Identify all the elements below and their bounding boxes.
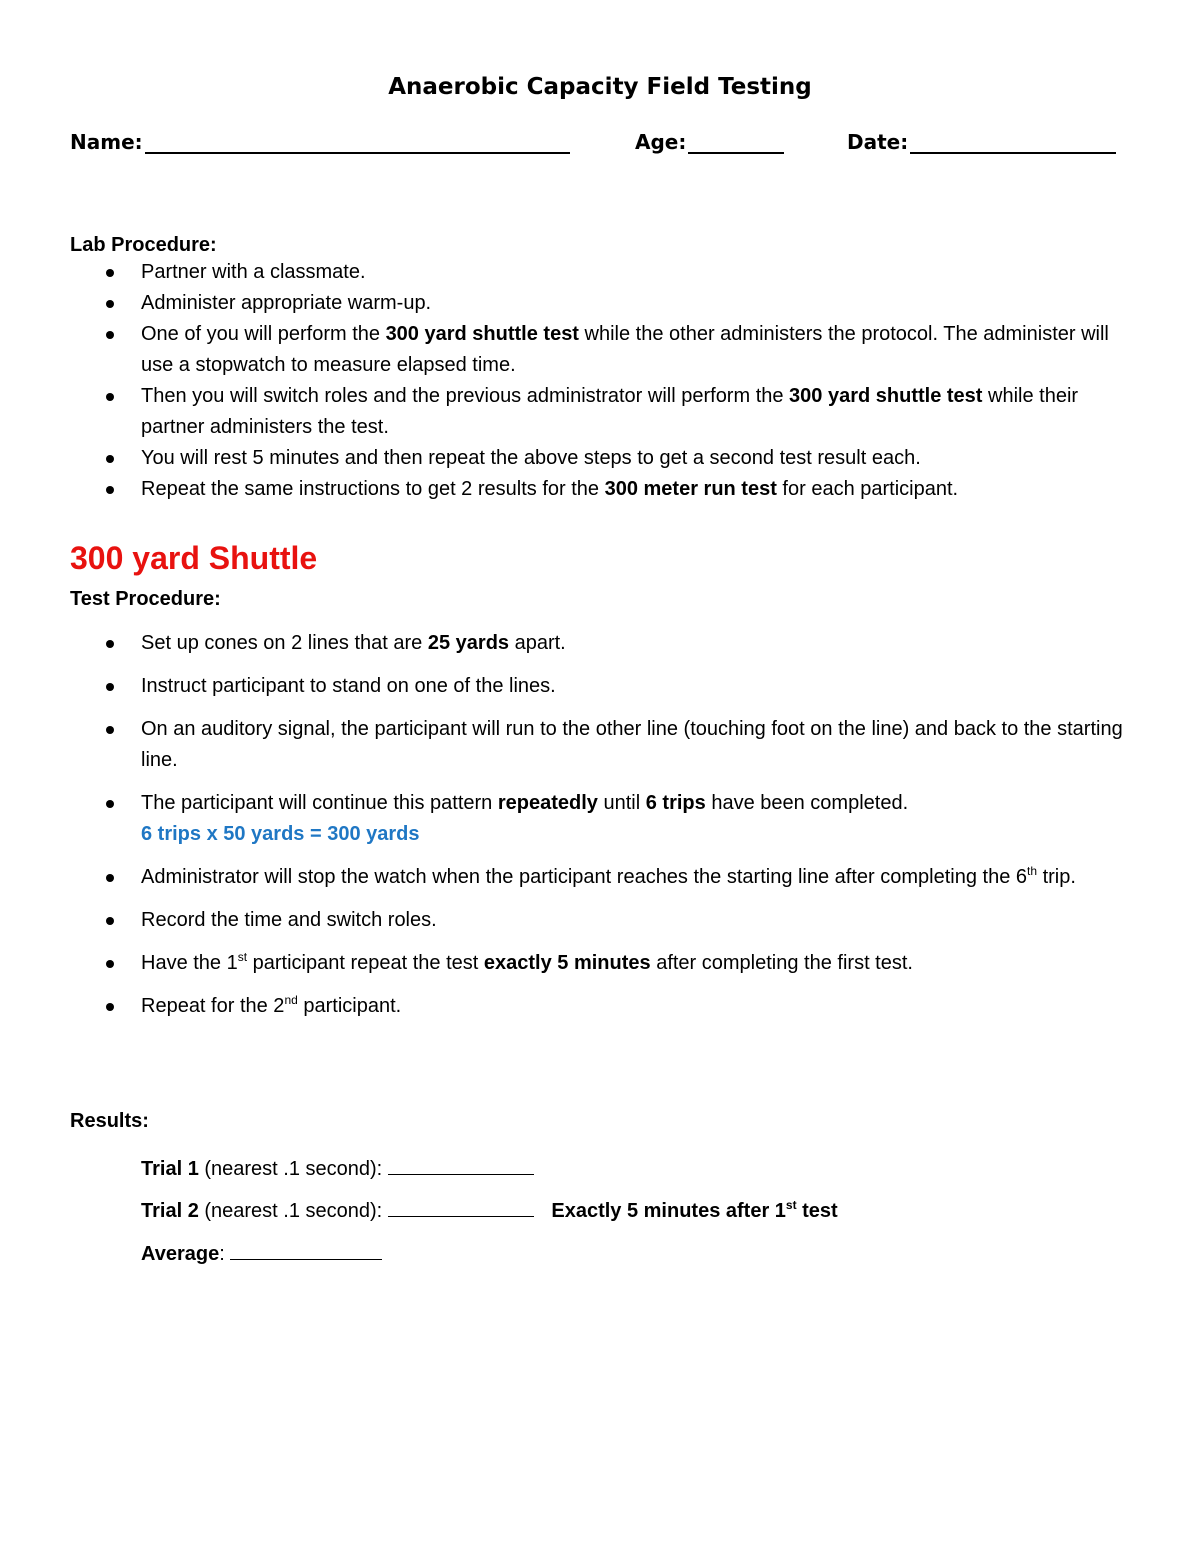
list-item: Instruct participant to stand on one of the lines. — [70, 671, 1140, 702]
trial-2-blank[interactable] — [388, 1196, 534, 1217]
list-item: Administrator will stop the watch when the participant reaches the starting line after completing the 6th trip. — [70, 862, 1140, 893]
name-field[interactable] — [70, 130, 570, 154]
list-item: Have the 1st participant repeat the test exactly 5 minutes after completing the first test. — [70, 948, 1140, 979]
trial-2-note: Exactly 5 minutes after 1st test — [551, 1198, 838, 1222]
date-field[interactable] — [847, 130, 1116, 154]
age-blank[interactable] — [688, 130, 784, 154]
list-item: Then you will switch roles and the previous administrator will perform the 300 yard shuttle test while their partner administers the test. — [70, 381, 1140, 443]
list-item: On an auditory signal, the participant will run to the other line (touching foot on the line) and back to the starting line. — [70, 714, 1140, 776]
age-label: Age: — [635, 130, 687, 154]
formula-text: 6 trips x 50 yards = 300 yards — [141, 823, 420, 845]
list-item: Repeat for the 2nd participant. — [70, 991, 1140, 1022]
list-item: The participant will continue this pattern repeatedly until 6 trips have been completed. 6 trips x 50 yards = 300 yards — [70, 788, 1140, 850]
lab-procedure-heading: Lab Procedure: — [70, 234, 217, 256]
date-label: Date: — [847, 130, 909, 154]
list-item: You will rest 5 minutes and then repeat the above steps to get a second test result each. — [70, 443, 1140, 474]
shuttle-heading: 300 yard Shuttle — [70, 540, 318, 576]
results-heading: Results: — [70, 1110, 149, 1132]
name-label: Name: — [70, 130, 143, 154]
list-item: Record the time and switch roles. — [70, 905, 1140, 936]
list-item: Administer appropriate warm-up. — [70, 288, 1140, 319]
average-blank[interactable] — [230, 1239, 382, 1260]
list-item: Set up cones on 2 lines that are 25 yards apart. — [70, 628, 1140, 659]
average-label: Average — [141, 1243, 220, 1265]
list-item: One of you will perform the 300 yard shuttle test while the other administers the protocol. The administer will use a stopwatch to measure elapsed time. — [70, 319, 1140, 381]
page-title: Anaerobic Capacity Field Testing — [388, 74, 812, 100]
list-item: Partner with a classmate. — [70, 257, 1140, 288]
lab-procedure-list — [70, 257, 1140, 505]
trial-2-label: Trial 2 — [141, 1200, 199, 1222]
trial-1-blank[interactable] — [388, 1154, 534, 1175]
date-blank[interactable] — [910, 130, 1116, 154]
name-blank[interactable] — [145, 130, 570, 154]
trial-1-label: Trial 1 — [141, 1158, 199, 1180]
test-procedure-heading: Test Procedure: — [70, 588, 221, 610]
list-item: Repeat the same instructions to get 2 results for the 300 meter run test for each participant. — [70, 474, 1140, 505]
trial-1-row: Trial 1 (nearest .1 second): — [141, 1154, 534, 1181]
age-field[interactable] — [635, 130, 784, 154]
trial-2-row: Trial 2 (nearest .1 second): Exactly 5 minutes after 1st test — [141, 1198, 838, 1222]
test-procedure-list — [70, 628, 1140, 1034]
average-row: Average: — [141, 1239, 382, 1266]
